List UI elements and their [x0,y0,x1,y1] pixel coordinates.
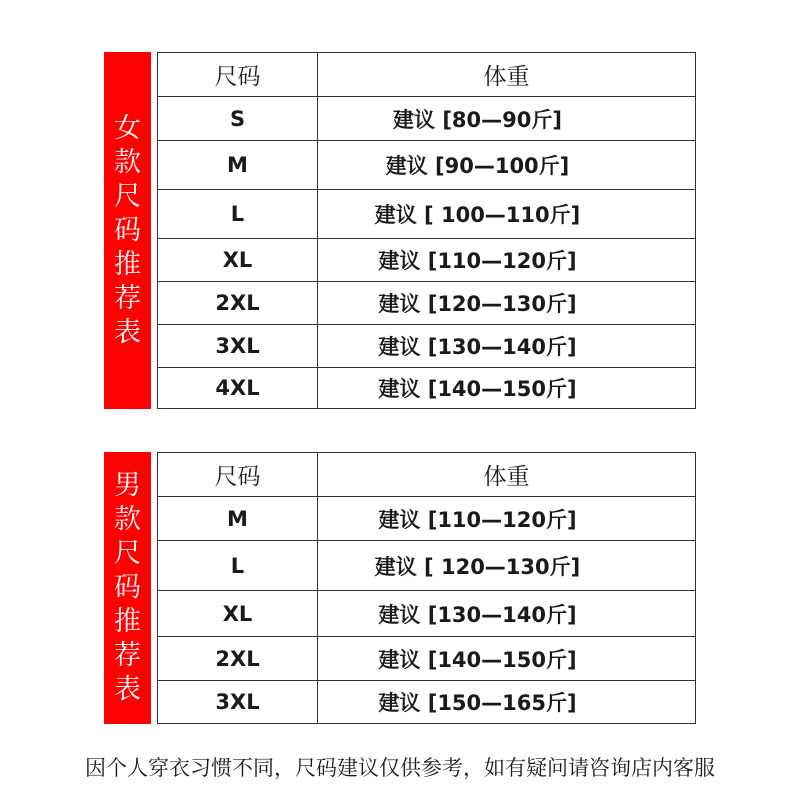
title-char: 荐 [114,640,141,671]
weight-cell: 建议 [110—120斤] [378,249,577,273]
table-row [158,637,695,681]
table-row [158,282,695,325]
weight-cell: 建议 [140—150斤] [378,377,577,401]
title-char: 款 [114,504,141,535]
size-cell: S [158,97,318,140]
size-cell: M [158,141,318,189]
weight-cell: 建议 [110—120斤] [378,507,577,532]
weight-cell: 建议 [140—150斤] [378,647,577,672]
weight-column-header: 体重 [483,464,530,490]
title-char: 表 [114,316,141,348]
table-row [158,141,695,190]
size-cell: XL [158,591,318,636]
table-row [158,368,695,408]
title-char: 款 [114,146,141,178]
table-row [158,591,695,637]
women-size-table [157,52,696,409]
weight-cell: 建议 [120—130斤] [378,292,577,316]
title-char: 尺 [114,180,141,212]
weight-cell: 建议 [80—90斤] [393,107,562,132]
size-cell: 3XL [158,325,318,367]
weight-cell: 建议 [150—165斤] [378,691,577,715]
size-cell: 4XL [158,368,318,408]
size-cell: 2XL [158,282,318,324]
table-row [158,541,695,591]
title-char: 推 [114,248,141,280]
size-cell: 3XL [158,681,318,723]
table-row [158,497,695,541]
weight-cell: 建议 [90—100斤] [385,154,570,178]
size-cell: M [158,497,318,540]
women-chart-title [104,52,151,409]
table-row [158,190,695,239]
size-cell: L [158,190,318,238]
title-char: 尺 [114,538,141,569]
men-size-chart [104,452,696,724]
title-char: 男 [114,470,141,501]
men-chart-title [104,452,151,724]
size-cell: L [158,541,318,590]
weight-cell: 建议 [130—140斤] [378,602,577,627]
table-header-row [158,53,695,97]
weight-cell: 建议 [ 100—110斤] [374,203,581,227]
size-cell: 2XL [158,637,318,680]
weight-column-header: 体重 [483,64,530,90]
weight-cell: 建议 [ 120—130斤] [374,554,581,579]
title-char: 女 [114,112,141,144]
title-char: 荐 [114,282,141,314]
men-size-table [157,452,696,724]
table-row [158,97,695,141]
disclaimer-note: 因个人穿衣习惯不同，尺码建议仅供参考，如有疑问请咨询店内客服 [85,756,715,780]
size-column-header: 尺码 [158,53,318,96]
title-char: 推 [114,606,141,637]
table-row [158,681,695,723]
title-char: 码 [114,572,141,603]
table-row [158,239,695,282]
weight-cell: 建议 [130—140斤] [378,335,577,359]
table-row [158,325,695,368]
title-char: 表 [114,674,141,705]
table-header-row [158,453,695,497]
title-char: 码 [114,214,141,246]
women-size-chart [104,52,696,409]
size-column-header: 尺码 [158,453,318,496]
size-cell: XL [158,239,318,281]
